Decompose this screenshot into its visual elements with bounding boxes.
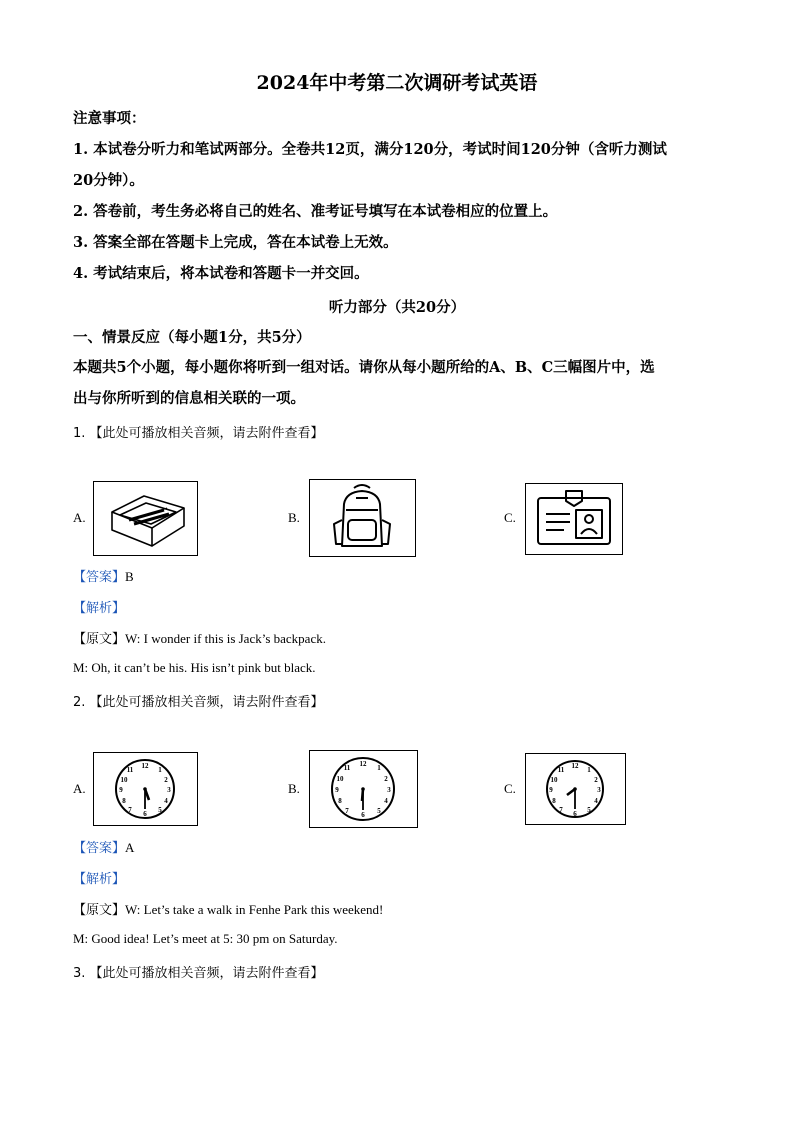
svg-text:4: 4 [164,797,168,805]
notes-item-1-cont: 20分钟）。 [73,172,144,189]
svg-text:10: 10 [336,775,344,783]
instructions-line-2: 出与你所听到的信息相关联的一项。 [73,390,305,407]
answer-tag: 【答案】 [73,841,126,856]
svg-text:10: 10 [550,776,558,784]
transcript-line: W: I wonder if this is Jack’s backpack. [125,631,326,646]
svg-text:1: 1 [377,764,381,772]
option-label-c: C. [504,510,516,525]
answer-tag: 【答案】 [73,570,126,585]
notes-heading: 注意事项： [73,110,146,127]
transcript-row-1 [73,628,326,647]
clock-icon [94,753,197,825]
clock-icon [310,751,417,827]
answer-value: A [125,840,135,855]
option-b-clock[interactable] [309,750,418,828]
original-tag: 【原文】 [73,632,126,647]
notes-item-2: 2. 答卷前，考生务必将自己的姓名、准考证号填写在本试卷相应的位置上。 [73,203,558,220]
notes-item-4: 4. 考试结束后，将本试卷和答题卡一并交回。 [73,265,369,282]
audio-placeholder[interactable]: 【此处可播放相关音频，请去附件查看】 [89,966,324,981]
option-b-image[interactable] [309,479,416,557]
svg-text:6: 6 [361,811,365,819]
option-a-clock[interactable] [93,752,198,826]
transcript-line-2: M: Good idea! Let’s meet at 5: 30 pm on Saturday. [73,931,338,946]
svg-text:4: 4 [384,797,388,805]
backpack-icon [310,480,415,556]
svg-text:9: 9 [119,786,123,794]
audio-placeholder[interactable]: 【此处可播放相关音频，请去附件查看】 [89,426,324,441]
svg-text:6: 6 [143,810,147,818]
svg-text:12: 12 [359,760,367,768]
question-2-audio[interactable] [73,691,324,710]
notes-item-3: 3. 答案全部在答题卡上完成，答在本试卷上无效。 [73,234,398,251]
svg-text:11: 11 [557,766,565,774]
question-number: 1. [73,426,86,441]
option-a-image[interactable] [93,481,198,556]
svg-text:11: 11 [343,764,351,772]
original-tag: 【原文】 [73,903,126,918]
svg-text:7: 7 [559,806,563,814]
analysis-tag-1: 【解析】 [73,601,126,616]
transcript-line: W: Let’s take a walk in Fenhe Park this weekend! [125,902,384,917]
section-title: 听力部分（共20分） [328,299,466,316]
option-label-a: A. [73,781,86,796]
analysis-tag-2: 【解析】 [73,872,126,887]
svg-text:9: 9 [549,786,553,794]
svg-text:5: 5 [158,806,162,814]
svg-text:1: 1 [587,766,591,774]
option-c-clock[interactable] [525,753,626,825]
svg-text:7: 7 [345,807,349,815]
transcript-row-2 [73,899,383,918]
pencil-case-icon [94,482,197,555]
clock-icon [526,754,625,824]
svg-text:12: 12 [141,762,149,770]
svg-text:2: 2 [384,775,388,783]
answer-value: B [125,569,134,584]
svg-text:5: 5 [587,806,591,814]
svg-text:4: 4 [594,797,598,805]
part-title: 一、情景反应（每小题1分，共5分） [73,329,311,346]
instructions-line-1: 本题共5个小题，每小题你将听到一组对话。请你从每小题所给的A、B、C三幅图片中，选 [73,359,655,376]
option-c-image[interactable] [525,483,623,555]
option-label-b: B. [288,510,300,525]
audio-placeholder[interactable]: 【此处可播放相关音频，请去附件查看】 [89,695,324,710]
id-card-icon [526,484,622,554]
svg-text:8: 8 [122,797,126,805]
svg-text:10: 10 [120,776,128,784]
svg-text:11: 11 [126,766,134,774]
svg-text:3: 3 [597,786,601,794]
transcript-line-2: M: Oh, it can’t be his. His isn’t pink but black. [73,660,316,675]
page-title: 2024年中考第二次调研考试英语 [256,72,538,94]
svg-text:12: 12 [571,762,579,770]
svg-text:6: 6 [573,810,577,818]
question-1-audio[interactable] [73,422,324,441]
svg-text:1: 1 [158,766,162,774]
svg-text:5: 5 [377,807,381,815]
answer-row-2 [73,837,134,856]
option-label-a: A. [73,510,86,525]
svg-text:3: 3 [387,786,391,794]
notes-item-1: 1. 本试卷分听力和笔试两部分。全卷共12页，满分120分，考试时间120分钟（含听力测试 [73,141,667,158]
question-number: 3. [73,966,86,981]
question-number: 2. [73,695,86,710]
question-3-audio[interactable] [73,962,324,981]
svg-text:8: 8 [338,797,342,805]
svg-text:7: 7 [128,806,132,814]
option-label-b: B. [288,781,300,796]
svg-text:2: 2 [164,776,168,784]
option-label-c: C. [504,781,516,796]
svg-text:3: 3 [167,786,171,794]
svg-text:2: 2 [594,776,598,784]
svg-text:9: 9 [335,786,339,794]
svg-text:8: 8 [552,797,556,805]
answer-row-1 [73,566,134,585]
